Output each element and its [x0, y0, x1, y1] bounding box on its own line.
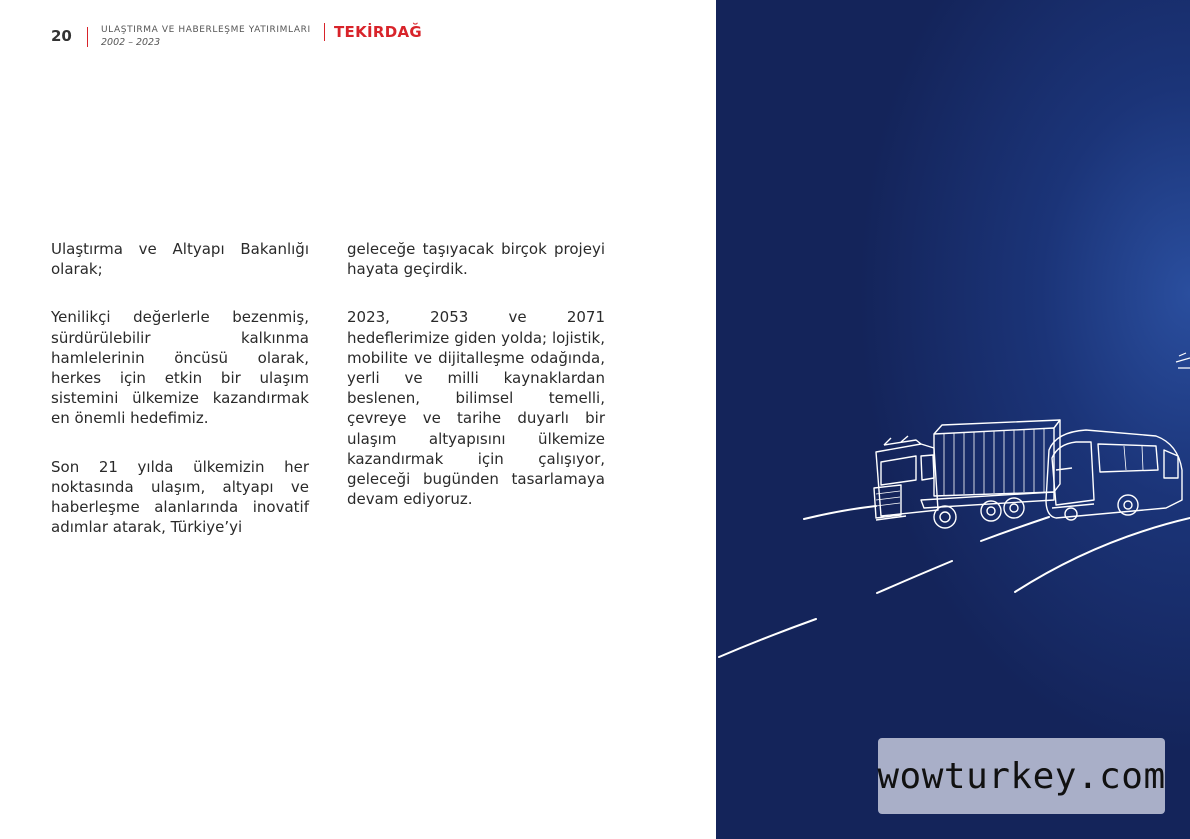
- page-number: 20: [51, 27, 72, 45]
- paragraph: Yenilikçi değerlerle bezenmiş, sürdürülebilir kalkınma hamlelerinin öncüsü olarak, herkes için etkin bir ulaşım sistemini ülkemize kazandırmak en önemli hedefimiz.: [51, 308, 309, 428]
- header-divider-city: [324, 23, 325, 41]
- bus-icon: [1046, 430, 1182, 520]
- header-years: 2002 – 2023: [101, 37, 161, 48]
- header-title: ULAŞTIRMA VE HABERLEŞME YATIRIMLARI: [101, 25, 311, 35]
- small-vehicle-icon: [1176, 353, 1190, 368]
- text-column-right: [347, 239, 605, 537]
- paragraph: 2023, 2053 ve 2071 hedeflerimize giden yolda; lojistik, mobilite ve dijitalleşme odağında, yerli ve milli kaynaklardan beslenen, bilimsel temelli, çevreye ve tarihe duyarlı bir ulaşım altyapısını ülkemize kazandırmak için çalışıyor, geleceği bugünden tasarlamaya devam ediyoruz.: [347, 308, 605, 509]
- text-column-left: [51, 239, 309, 565]
- paragraph: Son 21 yılda ülkemizin her noktasında ulaşım, altyapı ve haberleşme alanlarında inovatif adımlar atarak, Türkiye’yi: [51, 457, 309, 537]
- header-divider: [87, 27, 88, 47]
- header-city: TEKİRDAĞ: [334, 23, 423, 41]
- right-page-illustration: [716, 0, 1190, 839]
- paragraph: Ulaştırma ve Altyapı Bakanlığı olarak;: [51, 240, 309, 279]
- road-lines: [719, 506, 1190, 657]
- truck-icon: [874, 420, 1060, 528]
- vehicle-illustration: [716, 0, 1190, 839]
- paragraph: geleceğe taşıyacak birçok projeyi hayata geçirdik.: [347, 240, 605, 279]
- watermark-text: wowturkey.com: [877, 755, 1166, 797]
- watermark: [878, 738, 1165, 814]
